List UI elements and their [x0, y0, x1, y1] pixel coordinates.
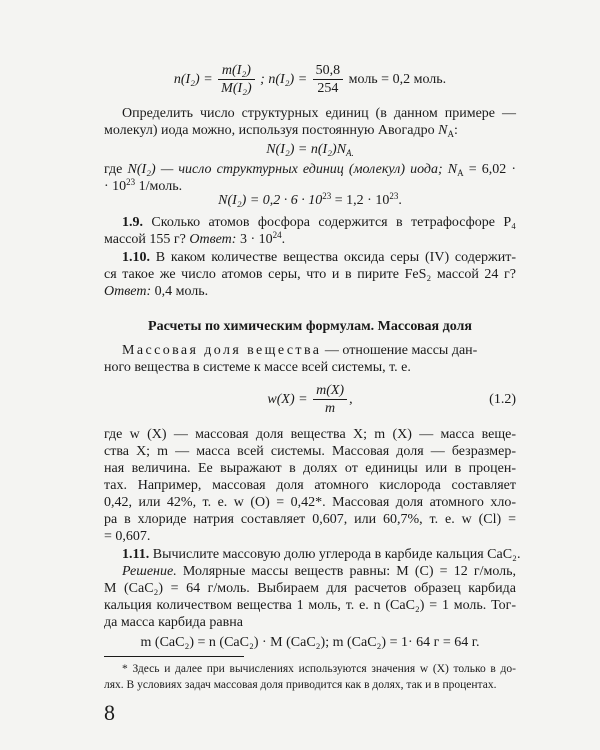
- equation-moles-iodine: n(I₂) = $\frac{\text{m(I₂)}}{\text{M(I₂)}}$ ; n(I₂) = $\frac{50,8}{254}$ моль = 0,2 моль.: [173, 63, 447, 97]
- solution-line3: кальция количеством вещества 1 моль, т. е. n (CaC₂) = 1 моль. Тог-: [104, 598, 516, 613]
- fraction-mass-over-molar: $\frac{\text{m(I₂)}}{\text{M(I₂)}}$: [218, 62, 255, 97]
- fraction-mass-fraction: $\frac{m(X)}{m}$: [313, 382, 347, 417]
- problem-1-10-line1: 1.10. В каком количестве вещества оксида серы (IV) содержит-: [122, 250, 516, 265]
- paragraph-mass-fraction-line3: ная величина. Ее выражают в долях от единицы или в процен-: [104, 461, 516, 476]
- paragraph-mass-fraction-line1: где w (X) — массовая доля вещества X; m (X) — масса веще-: [104, 427, 516, 442]
- paragraph-avogadro-line2: молекул) иода можно, используя постоянную Авогадро $N_A$:: [104, 123, 458, 139]
- paragraph-where-line1: где N(I₂) — число структурных единиц (молекул) иода; $N_A = 6,02$ ·: [104, 162, 517, 178]
- equation-molecule-count: $N(I_2) = 0,2 \cdot 6 \cdot 10^{23} = 1,2 \cdot 10^{23}$.: [218, 191, 402, 208]
- solution-line2: M (CaC₂) = 64 г/моль. Выбираем для расчетов образец карбида: [104, 581, 516, 596]
- problem-1-10-answer: Ответ: 0,4 моль.: [104, 284, 209, 299]
- page-number: 8: [104, 700, 115, 725]
- equation-number: (1.2): [489, 392, 516, 407]
- equation-mass-fraction: w(X) = $\frac{m(X)}{m}$ , (1.2): [104, 380, 516, 420]
- problem-1-9-line2: массой 155 г? Ответ: $3 \cdot 10^{24}$.: [104, 230, 286, 247]
- paragraph-mass-fraction-line2: ства X; m — масса всей системы. Массовая доля — безразмер-: [104, 444, 516, 459]
- definition-line2: ного вещества в системе к массе всей системы, т. е.: [104, 360, 411, 375]
- paragraph-where-line2: · $10^{23}$ 1/моль.: [104, 177, 183, 194]
- paragraph-avogadro-line1: Определить число структурных единиц (в данном примере —: [122, 106, 516, 121]
- problem-1-10-line2: ся такое же число атомов серы, что и в пирите FeS₂ массой 24 г?: [104, 267, 516, 282]
- section-heading: Расчеты по химическим формулам. Массовая доля: [148, 319, 472, 334]
- paragraph-mass-fraction-line5: 0,42, или 42%, т. е. w (O) = 0,42*. Массовая доля атомного хло-: [104, 495, 516, 510]
- definition-line1: Массовая доля вещества — отношение массы дан-: [122, 343, 478, 358]
- footnote-rule: [104, 656, 244, 657]
- solution-line1: Решение. Молярные массы веществ равны: M (C) = 12 г/моль,: [122, 564, 517, 579]
- footnote-line2: лях. В условиях задач массовая доля приводится как в долях, так и в процентах.: [104, 679, 497, 691]
- fraction-numeric: $\frac{50,8}{254}$: [313, 62, 344, 97]
- footnote-line1: * Здесь и далее при вычислениях используются значения w (X) только в до-: [122, 663, 516, 675]
- paragraph-mass-fraction-line4: тах. Например, массовая доля атомного кислорода составляет: [104, 478, 516, 493]
- paragraph-mass-fraction-line7: = 0,607.: [104, 529, 151, 544]
- equation-avogadro: $N(I_2) = n(I_2)N_{A.}$: [266, 142, 354, 158]
- problem-1-9-line1: 1.9. Сколько атомов фосфора содержится в тетрафосфоре P₄: [122, 215, 517, 230]
- solution-line4: да масса карбида равна: [104, 615, 243, 630]
- paragraph-mass-fraction-line6: ра в хлориде натрия составляет 0,607, или 60,7%, т. е. w (Cl) =: [104, 512, 516, 527]
- problem-1-11: 1.11. Вычислите массовую долю углерода в карбиде кальция CaC₂.: [122, 547, 521, 562]
- equation-carbide-mass: m (CaC₂) = n (CaC₂) · M (CaC₂); m (CaC₂) = 1· 64 г = 64 г.: [140, 635, 480, 650]
